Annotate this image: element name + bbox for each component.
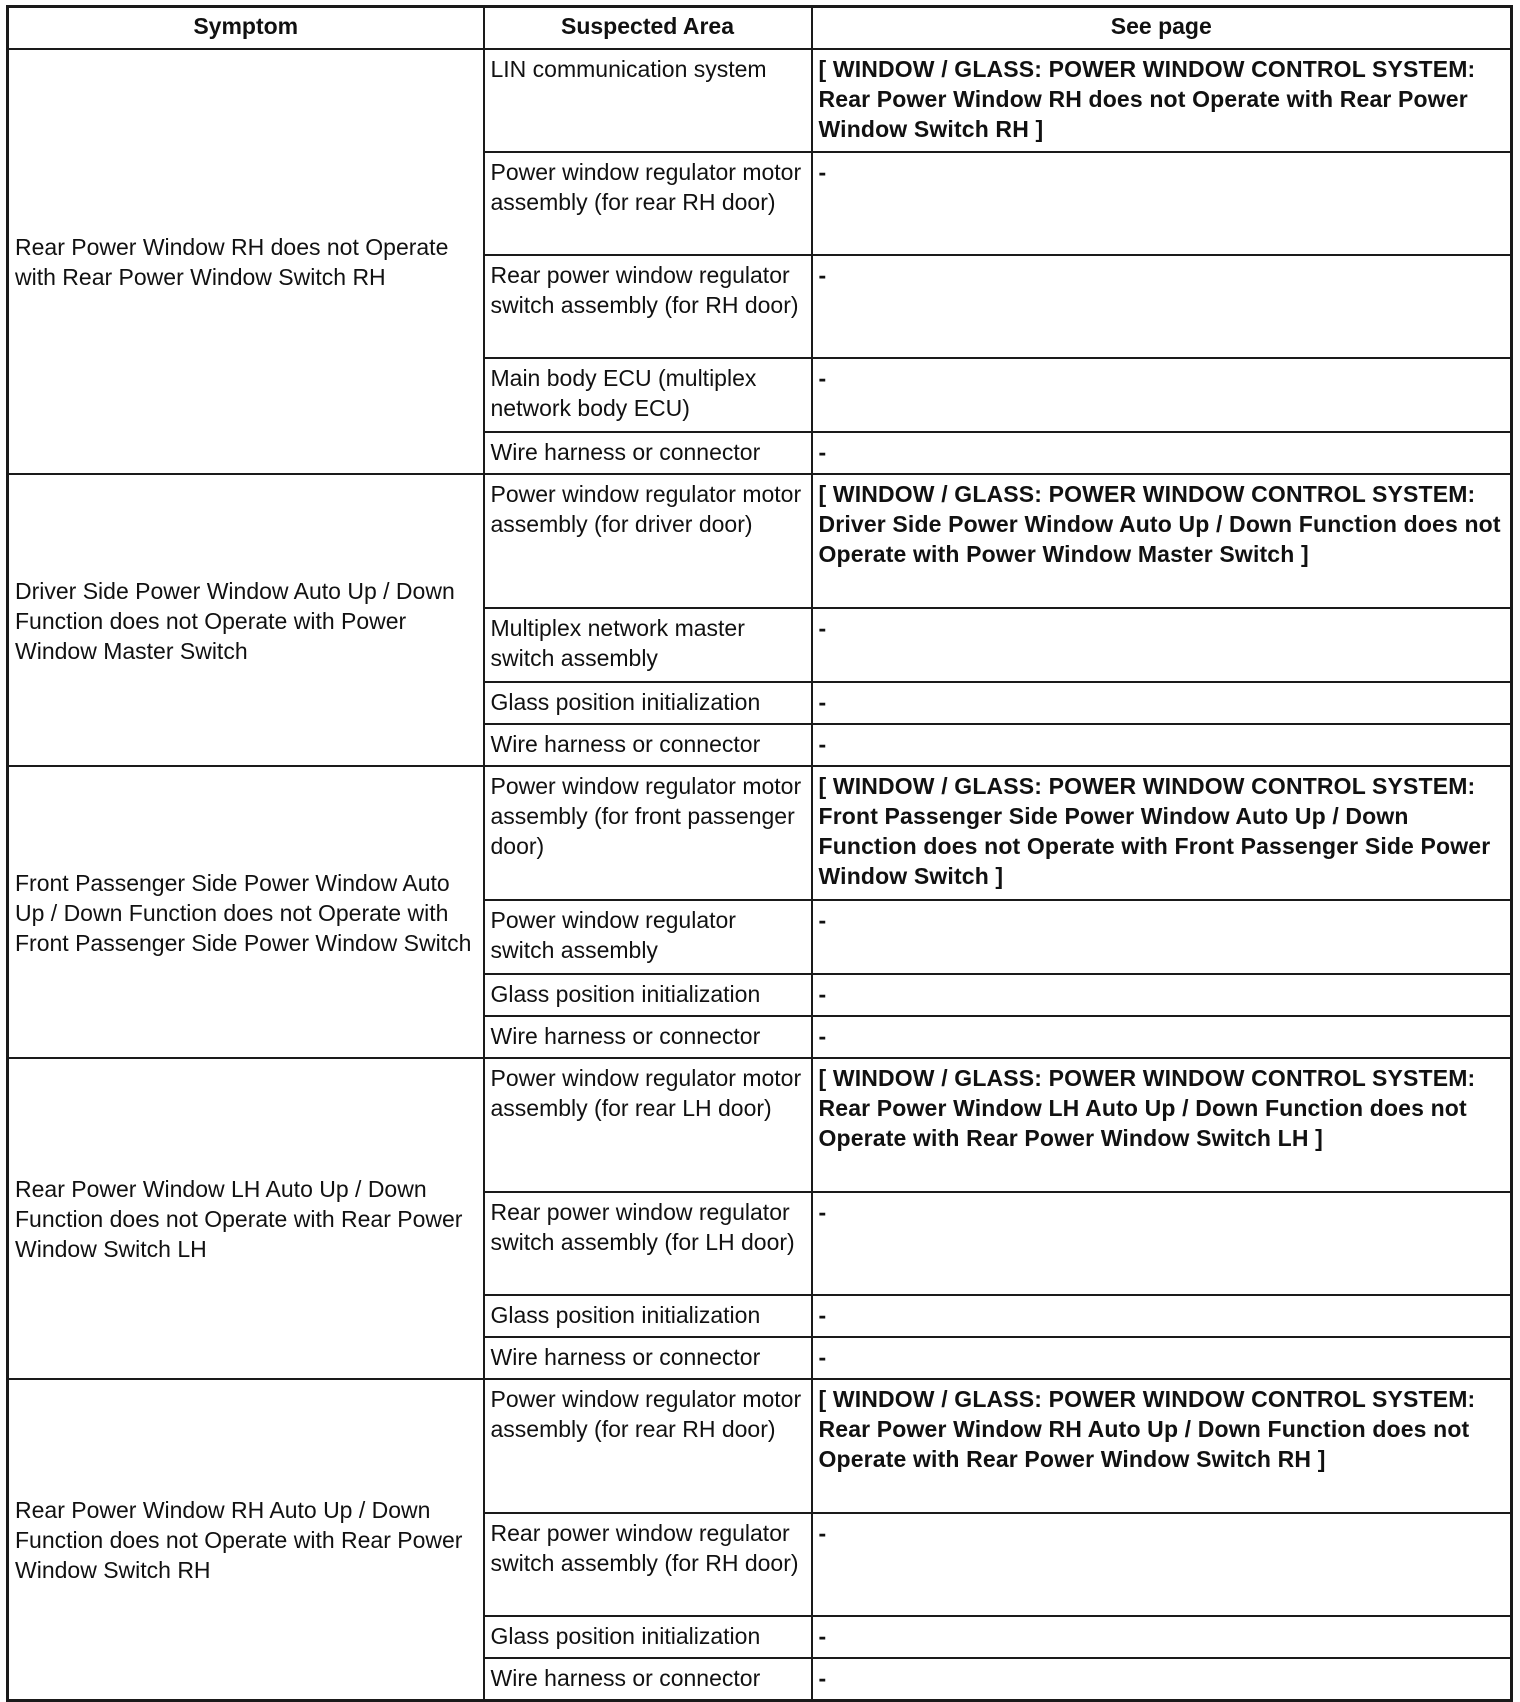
- suspected-area-cell: Power window regulator motor assembly (for rear RH door): [484, 1379, 812, 1513]
- suspected-area-cell: Power window regulator switch assembly: [484, 900, 812, 974]
- see-page-cell: -: [812, 724, 1512, 766]
- symptom-cell: Front Passenger Side Power Window Auto Up / Down Function does not Operate with Front Passenger Side Power Window Switch: [8, 766, 484, 1058]
- see-page-cell: -: [812, 255, 1512, 358]
- suspected-area-cell: Power window regulator motor assembly (for rear LH door): [484, 1058, 812, 1192]
- see-page-cell: -: [812, 1513, 1512, 1616]
- suspected-area-cell: Power window regulator motor assembly (for front passenger door): [484, 766, 812, 900]
- suspected-area-cell: Multiplex network master switch assembly: [484, 608, 812, 682]
- diagnosis-table: [6, 5, 1513, 1702]
- see-page-cell: -: [812, 900, 1512, 974]
- see-page-link[interactable]: [ WINDOW / GLASS: POWER WINDOW CONTROL SYSTEM: Driver Side Power Window Auto Up / Down Function does not Operate with Power Window Master Switch ]: [812, 474, 1512, 608]
- see-page-cell: -: [812, 1658, 1512, 1700]
- symptom-header: Symptom: [8, 7, 484, 50]
- table-row: [8, 1058, 1512, 1192]
- see-page-cell: -: [812, 682, 1512, 724]
- see-page-cell: -: [812, 1016, 1512, 1058]
- see-page-link[interactable]: [ WINDOW / GLASS: POWER WINDOW CONTROL SYSTEM: Rear Power Window RH Auto Up / Down Function does not Operate with Rear Power Window Switch RH ]: [812, 1379, 1512, 1513]
- see-page-cell: -: [812, 358, 1512, 432]
- see-page-cell: -: [812, 608, 1512, 682]
- see-page-cell: -: [812, 1192, 1512, 1295]
- suspected-area-cell: Glass position initialization: [484, 1616, 812, 1658]
- suspected-area-cell: Wire harness or connector: [484, 1658, 812, 1700]
- suspected-area-cell: Power window regulator motor assembly (for rear RH door): [484, 152, 812, 255]
- see-page-cell: -: [812, 432, 1512, 474]
- symptom-cell: Rear Power Window RH does not Operate with Rear Power Window Switch RH: [8, 49, 484, 474]
- see-page-cell: -: [812, 1616, 1512, 1658]
- table-row: [8, 49, 1512, 152]
- suspected-area-cell: Glass position initialization: [484, 1295, 812, 1337]
- symptom-cell: Rear Power Window RH Auto Up / Down Function does not Operate with Rear Power Window Switch RH: [8, 1379, 484, 1700]
- see-page-link[interactable]: [ WINDOW / GLASS: POWER WINDOW CONTROL SYSTEM: Rear Power Window RH does not Operate with Rear Power Window Switch RH ]: [812, 49, 1512, 152]
- suspected-area-header: Suspected Area: [484, 7, 812, 50]
- suspected-area-cell: Rear power window regulator switch assembly (for RH door): [484, 1513, 812, 1616]
- suspected-area-cell: Glass position initialization: [484, 682, 812, 724]
- see-page-cell: -: [812, 1337, 1512, 1379]
- see-page-link[interactable]: [ WINDOW / GLASS: POWER WINDOW CONTROL SYSTEM: Rear Power Window LH Auto Up / Down Function does not Operate with Rear Power Window Switch LH ]: [812, 1058, 1512, 1192]
- table-row: [8, 1379, 1512, 1513]
- table-row: [8, 474, 1512, 608]
- suspected-area-cell: Wire harness or connector: [484, 724, 812, 766]
- suspected-area-cell: LIN communication system: [484, 49, 812, 152]
- see-page-header: See page: [812, 7, 1512, 50]
- table-body: [8, 49, 1512, 1700]
- symptom-cell: Driver Side Power Window Auto Up / Down Function does not Operate with Power Window Master Switch: [8, 474, 484, 766]
- see-page-cell: -: [812, 1295, 1512, 1337]
- header-row: [8, 7, 1512, 50]
- see-page-link[interactable]: [ WINDOW / GLASS: POWER WINDOW CONTROL SYSTEM: Front Passenger Side Power Window Auto Up / Down Function does not Operate with Front Passenger Side Power Window Switch ]: [812, 766, 1512, 900]
- suspected-area-cell: Main body ECU (multiplex network body ECU): [484, 358, 812, 432]
- suspected-area-cell: Power window regulator motor assembly (for driver door): [484, 474, 812, 608]
- suspected-area-cell: Wire harness or connector: [484, 1337, 812, 1379]
- see-page-cell: -: [812, 152, 1512, 255]
- suspected-area-cell: Wire harness or connector: [484, 432, 812, 474]
- suspected-area-cell: Rear power window regulator switch assembly (for LH door): [484, 1192, 812, 1295]
- see-page-cell: -: [812, 974, 1512, 1016]
- suspected-area-cell: Wire harness or connector: [484, 1016, 812, 1058]
- suspected-area-cell: Rear power window regulator switch assembly (for RH door): [484, 255, 812, 358]
- symptom-cell: Rear Power Window LH Auto Up / Down Function does not Operate with Rear Power Window Switch LH: [8, 1058, 484, 1379]
- suspected-area-cell: Glass position initialization: [484, 974, 812, 1016]
- table-row: [8, 766, 1512, 900]
